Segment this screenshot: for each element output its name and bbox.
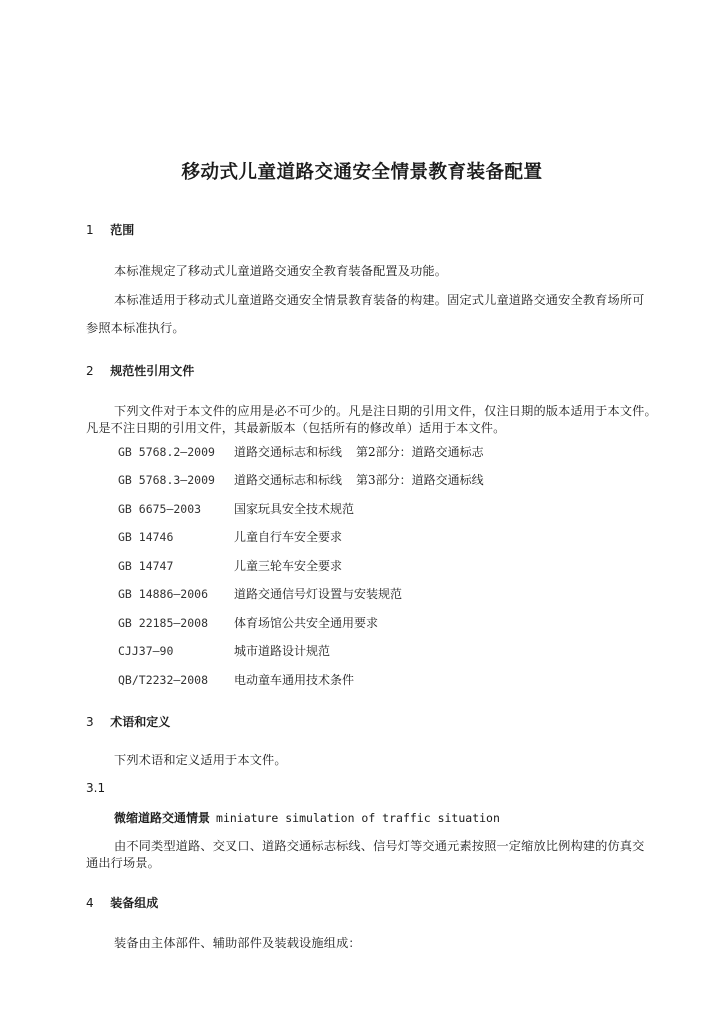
reference-code: GB 5768.3—2009 bbox=[118, 473, 215, 487]
paragraph: 本标准规定了移动式儿童道路交通安全教育装备配置及功能。 bbox=[114, 264, 448, 278]
reference-code: GB 14746 bbox=[118, 530, 174, 544]
reference-code: GB 6675—2003 bbox=[118, 502, 202, 516]
subsection-number: 3.1 bbox=[86, 781, 106, 795]
reference-item bbox=[118, 614, 378, 631]
reference-item bbox=[118, 585, 402, 602]
reference-code: GB 22185—2008 bbox=[118, 616, 209, 630]
reference-item bbox=[118, 443, 484, 460]
paragraph: 下列文件对于本文件的应用是必不可少的。凡是注日期的引用文件，仅注日期的版本适用于本文件。 bbox=[114, 404, 657, 418]
reference-item bbox=[118, 471, 484, 488]
paragraph: 凡是不注日期的引用文件，其最新版本（包括所有的修改单）适用于本文件。 bbox=[86, 421, 506, 435]
section-title: 装备组成 bbox=[110, 896, 159, 910]
paragraph: 本标准适用于移动式儿童道路交通安全情景教育装备的构建。固定式儿童道路交通安全教育场所可 bbox=[114, 293, 645, 307]
section-3-heading bbox=[86, 713, 170, 730]
reference-code: GB 14747 bbox=[118, 559, 174, 573]
section-number: 3 bbox=[86, 715, 94, 729]
reference-item bbox=[118, 671, 354, 688]
section-title: 规范性引用文件 bbox=[110, 364, 195, 378]
reference-name: 道路交通标志和标线 bbox=[234, 445, 343, 459]
term-chinese: 微缩道路交通情景 bbox=[114, 811, 211, 825]
definition-text: 通出行场景。 bbox=[86, 856, 161, 870]
reference-name: 城市道路设计规范 bbox=[234, 644, 331, 658]
section-title: 术语和定义 bbox=[110, 715, 171, 729]
paragraph: 下列术语和定义适用于本文件。 bbox=[114, 753, 287, 767]
reference-item bbox=[118, 500, 354, 517]
reference-part: 第3部分：道路交通标线 bbox=[356, 473, 484, 487]
term-entry bbox=[114, 809, 500, 826]
paragraph: 装备由主体部件、辅助部件及装载设施组成： bbox=[114, 936, 361, 950]
reference-name: 国家玩具安全技术规范 bbox=[234, 502, 355, 516]
reference-name: 电动童车通用技术条件 bbox=[234, 673, 355, 687]
section-4-heading bbox=[86, 894, 158, 911]
section-1-heading bbox=[86, 221, 134, 238]
reference-name: 道路交通信号灯设置与安装规范 bbox=[234, 587, 403, 601]
reference-name: 道路交通标志和标线 bbox=[234, 473, 343, 487]
reference-item bbox=[118, 528, 342, 545]
reference-item bbox=[118, 642, 330, 659]
reference-name: 儿童自行车安全要求 bbox=[234, 530, 343, 544]
reference-name: 儿童三轮车安全要求 bbox=[234, 559, 343, 573]
term-english: miniature simulation of traffic situation bbox=[216, 811, 500, 825]
paragraph: 参照本标准执行。 bbox=[86, 321, 185, 335]
definition-text: 由不同类型道路、交叉口、道路交通标志标线、信号灯等交通元素按照一定缩放比例构建的仿真交 bbox=[114, 839, 645, 853]
reference-code: CJJ37—90 bbox=[118, 644, 174, 658]
reference-name: 体育场馆公共安全通用要求 bbox=[234, 616, 379, 630]
document-title: 移动式儿童道路交通安全情景教育装备配置 bbox=[181, 162, 543, 183]
reference-code: GB 5768.2—2009 bbox=[118, 445, 215, 459]
reference-code: QB/T2232—2008 bbox=[118, 673, 209, 687]
section-2-heading bbox=[86, 362, 194, 379]
reference-part: 第2部分：道路交通标志 bbox=[356, 445, 484, 459]
section-number: 1 bbox=[86, 223, 94, 237]
section-number: 2 bbox=[86, 364, 94, 378]
reference-code: GB 14886—2006 bbox=[118, 587, 209, 601]
section-title: 范围 bbox=[110, 223, 135, 237]
reference-item bbox=[118, 557, 342, 574]
section-number: 4 bbox=[86, 896, 94, 910]
